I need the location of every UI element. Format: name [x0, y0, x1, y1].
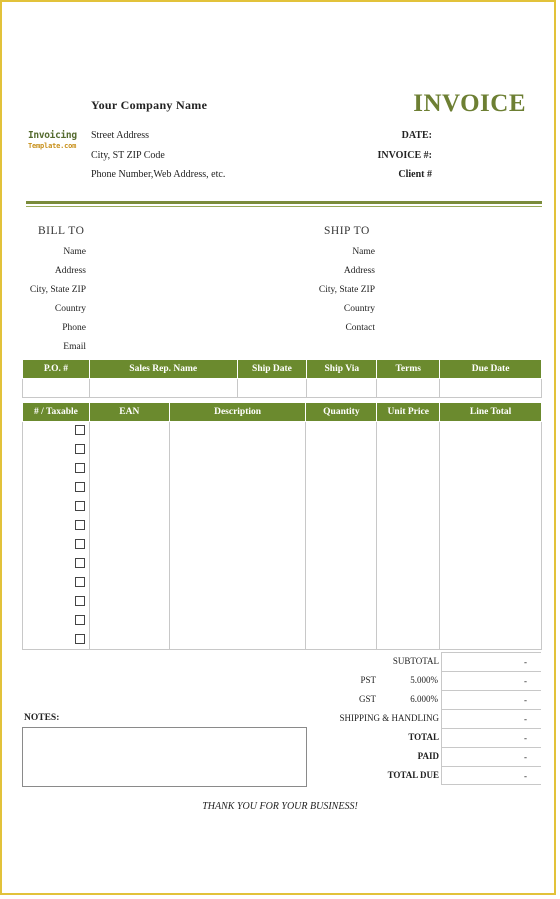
taxable-cell[interactable] — [23, 612, 90, 631]
ship-to-address-label: Address — [343, 266, 375, 276]
pst-value: - — [441, 671, 541, 690]
logo-line-2: Template.com — [28, 142, 77, 150]
quantity-cell[interactable] — [306, 536, 377, 555]
invoice-number-label: INVOICE #: — [377, 150, 432, 161]
description-cell[interactable] — [169, 536, 306, 555]
description-cell[interactable] — [169, 555, 306, 574]
unit-price-header: Unit Price — [377, 403, 440, 422]
shipping-label: SHIPPING & HANDLING — [339, 713, 439, 723]
taxable-checkbox[interactable] — [75, 425, 85, 435]
due-date-cell[interactable] — [440, 379, 542, 398]
description-cell[interactable] — [169, 498, 306, 517]
description-cell[interactable] — [169, 574, 306, 593]
ean-cell[interactable] — [89, 555, 169, 574]
thank-you-message: THANK YOU FOR YOUR BUSINESS! — [202, 801, 358, 812]
gst-value: - — [441, 690, 541, 709]
notes-box[interactable] — [22, 727, 307, 787]
ean-cell[interactable] — [89, 574, 169, 593]
bill-to-name-label: Name — [63, 247, 86, 257]
description-header: Description — [169, 403, 306, 422]
table-row — [23, 536, 542, 555]
line-items-table — [22, 402, 542, 650]
ship-to-country-label: Country — [343, 304, 375, 314]
taxable-cell[interactable] — [23, 422, 90, 441]
ean-cell[interactable] — [89, 460, 169, 479]
line-total-cell[interactable] — [440, 536, 542, 555]
sales-rep-header: Sales Rep. Name — [89, 360, 237, 379]
quantity-cell[interactable] — [306, 555, 377, 574]
ean-cell[interactable] — [89, 498, 169, 517]
taxable-cell[interactable] — [23, 517, 90, 536]
line-total-cell[interactable] — [440, 631, 542, 650]
line-total-cell[interactable] — [440, 593, 542, 612]
description-cell[interactable] — [169, 612, 306, 631]
taxable-checkbox[interactable] — [75, 539, 85, 549]
total-due-label: TOTAL DUE — [387, 770, 439, 780]
taxable-cell[interactable] — [23, 460, 90, 479]
ean-header: EAN — [89, 403, 169, 422]
taxable-checkbox[interactable] — [75, 482, 85, 492]
table-row — [23, 574, 542, 593]
taxable-cell[interactable] — [23, 536, 90, 555]
bill-to-country-label: Country — [54, 304, 86, 314]
subtotal-value: - — [441, 652, 541, 671]
ean-cell[interactable] — [89, 517, 169, 536]
quantity-cell[interactable] — [306, 498, 377, 517]
ean-cell[interactable] — [89, 479, 169, 498]
paid-value[interactable]: - — [441, 747, 541, 766]
bill-to-email-label: Email — [63, 342, 86, 352]
table-row — [23, 441, 542, 460]
description-cell[interactable] — [169, 517, 306, 536]
gst-label: GST — [358, 694, 376, 704]
line-items-body — [23, 422, 542, 650]
unit-price-cell[interactable] — [377, 612, 440, 631]
pst-label: PST — [360, 675, 376, 685]
quantity-cell[interactable] — [306, 479, 377, 498]
company-contact: Phone Number,Web Address, etc. — [91, 169, 226, 180]
taxable-checkbox[interactable] — [75, 634, 85, 644]
taxable-checkbox[interactable] — [75, 615, 85, 625]
taxable-checkbox[interactable] — [75, 558, 85, 568]
quantity-cell[interactable] — [306, 593, 377, 612]
order-info-table — [22, 359, 542, 398]
bill-to-address-label: Address — [54, 266, 86, 276]
ship-to-contact-label: Contact — [345, 323, 375, 333]
ship-via-header: Ship Via — [307, 360, 377, 379]
sales-rep-cell[interactable] — [89, 379, 237, 398]
unit-price-cell[interactable] — [377, 479, 440, 498]
ean-cell[interactable] — [89, 631, 169, 650]
total-due-value: - — [441, 766, 541, 785]
po-cell[interactable] — [23, 379, 90, 398]
table-row — [23, 498, 542, 517]
description-cell[interactable] — [169, 479, 306, 498]
ship-date-cell[interactable] — [237, 379, 307, 398]
total-value: - — [441, 728, 541, 747]
terms-header: Terms — [377, 360, 440, 379]
taxable-cell[interactable] — [23, 441, 90, 460]
company-logo — [28, 130, 86, 150]
date-label: DATE: — [401, 130, 432, 141]
quantity-cell[interactable] — [306, 612, 377, 631]
ean-cell[interactable] — [89, 536, 169, 555]
line-total-cell[interactable] — [440, 574, 542, 593]
taxable-checkbox[interactable] — [75, 444, 85, 454]
taxable-header: # / Taxable — [23, 403, 90, 422]
total-label: TOTAL — [408, 732, 439, 742]
table-row — [23, 555, 542, 574]
taxable-checkbox[interactable] — [75, 596, 85, 606]
paid-label: PAID — [417, 751, 439, 761]
table-row — [23, 631, 542, 650]
ship-via-cell[interactable] — [307, 379, 377, 398]
notes-label: NOTES: — [24, 713, 60, 723]
ship-to-name-label: Name — [352, 247, 375, 257]
company-street: Street Address — [91, 130, 150, 141]
taxable-checkbox[interactable] — [75, 463, 85, 473]
unit-price-cell[interactable] — [377, 555, 440, 574]
table-row — [23, 422, 542, 441]
line-total-cell[interactable] — [440, 422, 542, 441]
table-row — [23, 460, 542, 479]
taxable-checkbox[interactable] — [75, 577, 85, 587]
bill-to-heading: BILL TO — [38, 225, 85, 237]
line-total-cell[interactable] — [440, 612, 542, 631]
unit-price-cell[interactable] — [377, 460, 440, 479]
line-total-cell[interactable] — [440, 460, 542, 479]
ean-cell[interactable] — [89, 441, 169, 460]
shipping-value[interactable]: - — [441, 709, 541, 728]
table-row — [23, 593, 542, 612]
taxable-cell[interactable] — [23, 555, 90, 574]
ean-cell[interactable] — [89, 612, 169, 631]
due-date-header: Due Date — [440, 360, 542, 379]
ship-to-heading: SHIP TO — [324, 225, 370, 237]
taxable-checkbox[interactable] — [75, 501, 85, 511]
unit-price-cell[interactable] — [377, 441, 440, 460]
unit-price-cell[interactable] — [377, 517, 440, 536]
unit-price-cell[interactable] — [377, 574, 440, 593]
taxable-cell[interactable] — [23, 631, 90, 650]
bill-to-phone-label: Phone — [62, 323, 86, 333]
ean-cell[interactable] — [89, 593, 169, 612]
taxable-checkbox[interactable] — [75, 520, 85, 530]
line-total-cell[interactable] — [440, 498, 542, 517]
description-cell[interactable] — [169, 593, 306, 612]
line-total-header: Line Total — [440, 403, 542, 422]
taxable-cell[interactable] — [23, 593, 90, 612]
line-total-cell[interactable] — [440, 517, 542, 536]
quantity-cell[interactable] — [306, 631, 377, 650]
unit-price-cell[interactable] — [377, 593, 440, 612]
company-name: Your Company Name — [91, 98, 208, 112]
description-cell[interactable] — [169, 631, 306, 650]
table-row — [23, 517, 542, 536]
line-total-cell[interactable] — [440, 441, 542, 460]
unit-price-cell[interactable] — [377, 422, 440, 441]
unit-price-cell[interactable] — [377, 536, 440, 555]
invoice-title: INVOICE — [413, 90, 526, 117]
description-cell[interactable] — [169, 441, 306, 460]
terms-cell[interactable] — [377, 379, 440, 398]
client-number-label: Client # — [398, 169, 432, 180]
logo-line-1: Invoicing — [28, 130, 77, 141]
header-divider — [26, 201, 542, 204]
description-cell[interactable] — [169, 460, 306, 479]
quantity-cell[interactable] — [306, 517, 377, 536]
description-cell[interactable] — [169, 422, 306, 441]
quantity-cell[interactable] — [306, 422, 377, 441]
ship-to-city-label: City, State ZIP — [318, 285, 375, 295]
taxable-cell[interactable] — [23, 498, 90, 517]
header-divider-thin — [26, 206, 542, 207]
bill-to-city-label: City, State ZIP — [29, 285, 86, 295]
line-total-cell[interactable] — [440, 555, 542, 574]
quantity-header: Quantity — [306, 403, 377, 422]
line-total-cell[interactable] — [440, 479, 542, 498]
quantity-cell[interactable] — [306, 460, 377, 479]
subtotal-label: SUBTOTAL — [392, 656, 439, 666]
taxable-cell[interactable] — [23, 574, 90, 593]
taxable-cell[interactable] — [23, 479, 90, 498]
pst-rate[interactable]: 5.000% — [410, 675, 438, 685]
quantity-cell[interactable] — [306, 574, 377, 593]
table-row — [23, 479, 542, 498]
table-row — [23, 612, 542, 631]
gst-rate[interactable]: 6.000% — [410, 694, 438, 704]
ship-date-header: Ship Date — [237, 360, 307, 379]
quantity-cell[interactable] — [306, 441, 377, 460]
ean-cell[interactable] — [89, 422, 169, 441]
unit-price-cell[interactable] — [377, 498, 440, 517]
po-header: P.O. # — [23, 360, 90, 379]
company-city: City, ST ZIP Code — [91, 150, 165, 161]
unit-price-cell[interactable] — [377, 631, 440, 650]
